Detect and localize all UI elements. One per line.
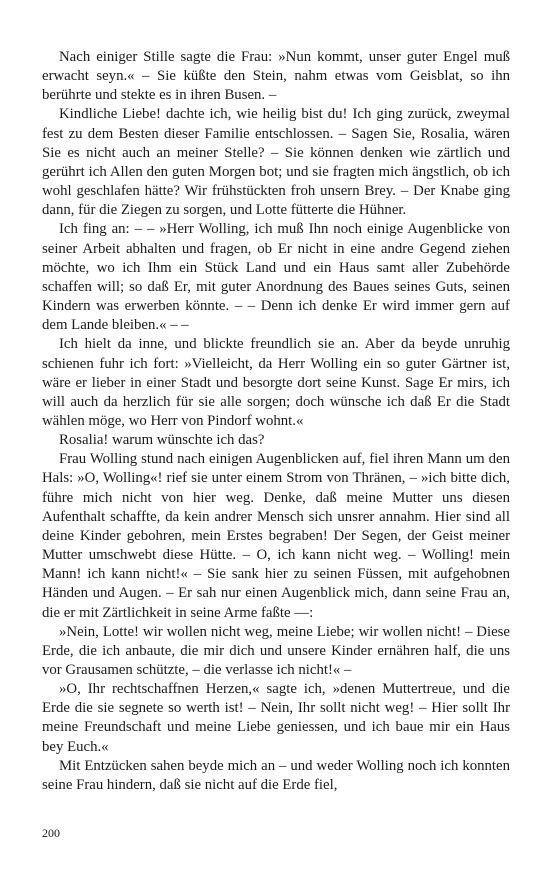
paragraph: »O, Ihr rechtschaffnen Herzen,« sagte ich, »denen Muttertreue, und die Erde die sie segnete so werth ist! – Nein, Ihr sollt nicht weg! – Hier sollt Ihr meine Freundschaft und meine Liebe geniessen, und ich baue mir ein Haus bey Euch.« [42, 681, 510, 755]
paragraph: »Nein, Lotte! wir wollen nicht weg, meine Liebe; wir wollen nicht! – Diese Erde, die ich anbaute, die mir dich und unsere Kinder ernähren half, die uns vor Grausamen schützte, – die verlasse ich nicht!« – [42, 623, 510, 678]
paragraph: Nach einiger Stille sagte die Frau: »Nun kommt, unser guter Engel muß erwacht seyn.« – Sie küßte den Stein, nahm etwas vom Geisblat, so ihn berührte und stekte es in ihren Busen. – [42, 49, 510, 104]
page-number: 200 [42, 826, 60, 840]
paragraph: Ich fing an: – – »Herr Wolling, ich muß Ihn noch einige Augenblicke von seiner Arbeit abhalten und fragen, ob Er nicht in eine andre Gegend ziehen möchte, wo ich Ihm ein Stück Land und ein Haus samt aller Zubehörde schaffen will; so daß Er, mit guter Anordnung des Baues seines Guts, seinen Kindern was erwerben könnte. – – Denn ich denke Er wird immer gern auf dem Lande bleiben.« – – [42, 221, 510, 334]
paragraph: Frau Wolling stund nach einigen Augenblicken auf, fiel ihren Mann um den Hals: »O, Wolling«! rief sie unter einem Strom von Thränen, – »ich bitte dich, führe mich nicht von hier weg. Denke, daß meine Mutter uns diesen Aufenthalt schaffte, da kein andrer Mensch sich unsrer annahm. Hier sind all deine Kinder gebohren, mein Erstes begraben! Der Segen, der Geist meiner Mutter umschwebt diese Hütte. – O, ich kann nicht weg. – Wolling! mein Mann! ich kann nicht!« – Sie sank hier zu seinen Füssen, mit aufgehobnen Händen und Augen. – Er sah nur einen Augenblick mich, dann seine Frau an, die er mit Zärtlichkeit in seine Arme faßte ––: [42, 451, 510, 621]
paragraph: Ich hielt da inne, und blickte freundlich sie an. Aber da beyde unruhig schienen fuhr ich fort: »Vielleicht, da Herr Wolling ein so guter Gärtner ist, wäre er lieber in einer Stadt und besorgte dort seine Kunst. Sage Er mirs, ich will auch da herzlich für sie alle sorgen; doch wünsche ich daß Er die Stadt wählen möge, wo Herr von Pindorf wohnt.« [42, 336, 510, 429]
paragraph: Rosalia! warum wünschte ich das? [59, 432, 265, 449]
paragraph: Kindliche Liebe! dachte ich, wie heilig bist du! Ich ging zurück, zweymal fest zu dem Besten dieser Familie entschlossen. – Sagen Sie, Rosalia, wären Sie es nicht auch an meiner Stelle? – Sie können denken wie zärtlich und gerührt ich Allen den guten Morgen bot; und sie fragten mich ängstlich, ob ich wohl geschlafen hätte? Wir frühstückten froh unsern Brey. – Der Knabe ging dann, für die Ziegen zu sorgen, und Lotte fütterte die Hühner. [42, 106, 510, 219]
paragraph: Mit Entzücken sahen beyde mich an – und weder Wolling noch ich konnten seine Frau hindern, daß sie nicht auf die Erde fiel, [42, 757, 510, 793]
body-text [42, 48, 510, 795]
